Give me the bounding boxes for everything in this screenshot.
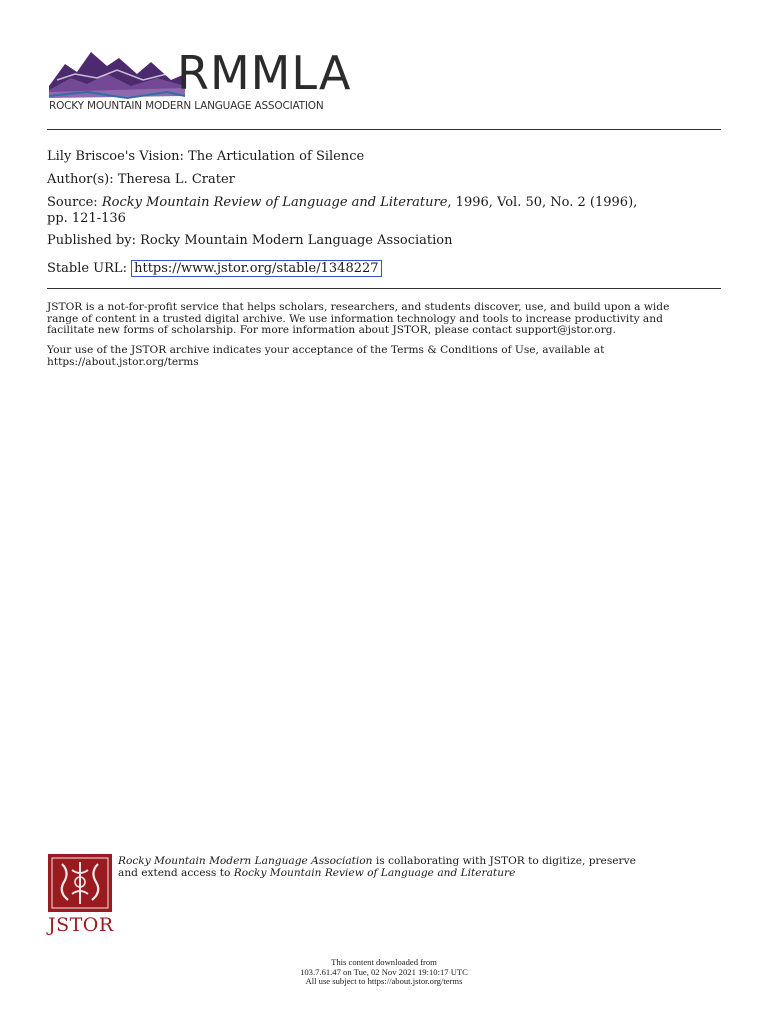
- notice-line: facilitate new forms of scholarship. For more information about JSTOR, please contact support@jstor.org.: [47, 324, 616, 336]
- footer-line: This content downloaded from: [331, 957, 437, 967]
- middle-divider: [47, 288, 721, 289]
- notice-line: JSTOR is a not-for-profit service that helps scholars, researchers, and students discover, use, and build upon a wide: [47, 301, 670, 313]
- author-name: Theresa L. Crater: [117, 172, 235, 187]
- publisher-label: Published by:: [47, 233, 136, 248]
- jstor-notice: [47, 302, 723, 337]
- publisher-name: Rocky Mountain Modern Language Association: [140, 233, 453, 248]
- terms-link[interactable]: https://about.jstor.org/terms: [47, 355, 199, 368]
- source-details: , 1996, Vol. 50, No. 2 (1996),: [447, 195, 638, 210]
- jstor-emblem-icon: [48, 854, 112, 912]
- collab-text: is collaborating with JSTOR to digitize, preserve: [372, 855, 636, 867]
- notice-line: range of content in a trusted digital archive. We use information technology and tools to increase productivity and: [47, 312, 663, 325]
- article-title: Lily Briscoe's Vision: The Articulation of Silence: [47, 149, 365, 164]
- jstor-wordmark: JSTOR: [48, 914, 114, 936]
- download-footer: [0, 958, 768, 987]
- terms-line: Your use of the JSTOR archive indicates your acceptance of the Terms & Conditions of Use, available at: [47, 344, 605, 356]
- source-line: [47, 195, 727, 227]
- rmmla-logo: [47, 44, 352, 116]
- collaboration-statement: [118, 856, 723, 879]
- source-label: Source:: [47, 195, 98, 210]
- source-journal: Rocky Mountain Review of Language and Literature: [101, 195, 448, 210]
- top-divider: [47, 129, 721, 130]
- publisher-line: [47, 233, 727, 249]
- stable-url-line: [47, 261, 727, 277]
- source-pages: pp. 121-136: [47, 211, 126, 226]
- stable-url-label: Stable URL:: [47, 261, 127, 276]
- terms-notice: [47, 345, 723, 368]
- author-label: Author(s):: [47, 172, 114, 187]
- collab-org: Rocky Mountain Modern Language Association: [118, 855, 373, 867]
- logo-wordmark: RMMLA: [177, 46, 352, 100]
- stable-url-link[interactable]: https://www.jstor.org/stable/1348227: [131, 260, 381, 277]
- footer-line: 103.7.61.47 on Tue, 02 Nov 2021 19:10:17 UTC: [300, 966, 468, 977]
- logo-subtitle: ROCKY MOUNTAIN MODERN LANGUAGE ASSOCIATION: [49, 100, 324, 112]
- footer-line: All use subject to https://about.jstor.org/terms: [305, 976, 463, 987]
- mountain-logo-icon: [47, 44, 187, 104]
- collab-journal: Rocky Mountain Review of Language and Literature: [233, 866, 516, 879]
- collab-text: and extend access to: [118, 866, 234, 879]
- author-line: [47, 172, 727, 188]
